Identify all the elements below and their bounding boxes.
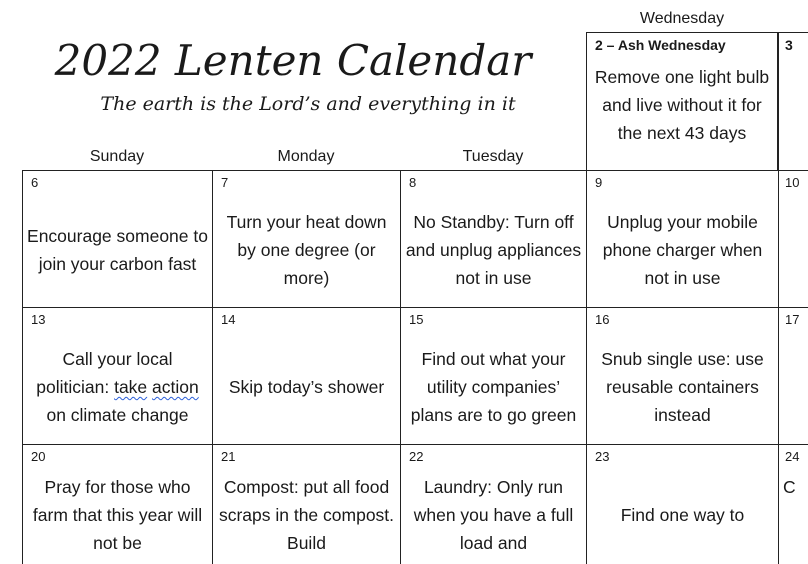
- calendar-cell-13: [22, 307, 212, 444]
- day-activity: Encourage someone to join your carbon fast: [27, 226, 208, 274]
- day-activity: No Standby: Turn off and unplug appliances not in use: [405, 212, 582, 288]
- calendar-cell-thursday-3: [778, 32, 808, 170]
- calendar-cell-8: [400, 170, 586, 307]
- calendar-cell-17: [778, 307, 808, 444]
- day-number: 15: [409, 312, 424, 327]
- day-number: 7: [221, 175, 229, 190]
- day-number: 21: [221, 449, 236, 464]
- day-header-monday: Monday: [277, 148, 335, 165]
- day-activity: Laundry: Only run when you have a full load and: [413, 477, 574, 553]
- day-header-tuesday: Tuesday: [462, 148, 524, 165]
- day-activity: Remove one light bulb and live without it for the next 43 days: [594, 67, 770, 143]
- day-number: 6: [31, 175, 39, 190]
- day-activity: Pray for those who farm that this year will not be: [32, 477, 203, 553]
- spellcheck-word[interactable]: take: [114, 377, 148, 397]
- day-number: 14: [221, 312, 236, 327]
- day-number: 9: [595, 175, 603, 190]
- calendar-cell-9: [586, 170, 778, 307]
- day-number: 8: [409, 175, 417, 190]
- calendar-subtitle: The earth is the Lord’s and everything in it: [100, 93, 516, 115]
- day-number: 2 – Ash Wednesday: [595, 37, 726, 53]
- calendar-cell-23: [586, 444, 778, 564]
- day-activity: Find one way to: [620, 505, 745, 525]
- calendar-cell-21: [212, 444, 400, 564]
- spellcheck-word[interactable]: action: [152, 377, 199, 397]
- calendar-title: 2022 Lenten Calendar: [54, 36, 532, 85]
- day-activity: Find out what your utility companies’ plans are to go green: [410, 349, 577, 425]
- day-number: 22: [409, 449, 424, 464]
- day-activity: [27, 330, 208, 444]
- calendar-cell-14: [212, 307, 400, 444]
- calendar-cell-6: [22, 170, 212, 307]
- day-number: 24: [785, 449, 800, 464]
- calendar-cell-22: [400, 444, 586, 564]
- day-number: 16: [595, 312, 610, 327]
- activity-text: Call your local politician:: [36, 349, 173, 397]
- day-number: 17: [785, 312, 800, 327]
- calendar-cell-24: [778, 444, 808, 564]
- calendar-cell-20: [22, 444, 212, 564]
- calendar-cell-ash-wednesday: [586, 32, 778, 170]
- day-number: 20: [31, 449, 46, 464]
- calendar-cell-16: [586, 307, 778, 444]
- day-number: 3: [785, 37, 793, 53]
- day-activity: Compost: put all food scraps in the compost. Build: [218, 477, 395, 553]
- day-number: 13: [31, 312, 46, 327]
- day-number: 10: [785, 175, 800, 190]
- day-activity: C: [783, 477, 796, 497]
- calendar-cell-7: [212, 170, 400, 307]
- day-activity: Snub single use: use reusable containers instead: [601, 349, 764, 425]
- calendar-cell-10: [778, 170, 808, 307]
- day-activity: Skip today’s shower: [228, 377, 385, 397]
- day-number: 23: [595, 449, 610, 464]
- day-header-wednesday: Wednesday: [639, 10, 725, 27]
- activity-text: on climate change: [46, 405, 189, 425]
- day-activity: Unplug your mobile phone charger when not in use: [602, 212, 763, 288]
- calendar-cell-15: [400, 307, 586, 444]
- day-header-sunday: Sunday: [89, 148, 145, 165]
- day-activity: Turn your heat down by one degree (or more): [226, 212, 387, 288]
